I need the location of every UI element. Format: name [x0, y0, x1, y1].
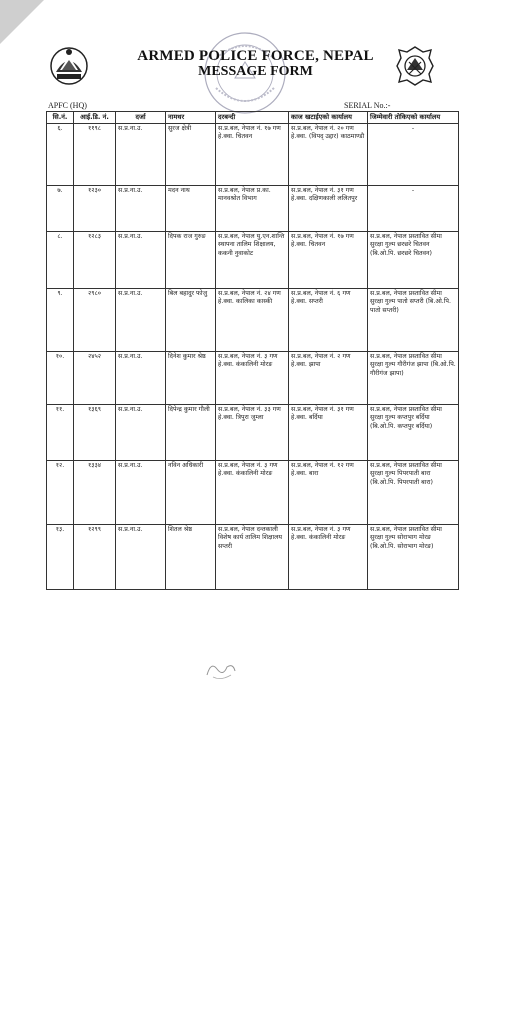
cell-assigned-office: स.प्र.बल, नेपाल प्रस्तावित सीमा सुरक्षा गुल्म छरछरे चितवन (बि.ओ.पि. छरछरे चितवन)	[368, 231, 459, 288]
cell-posting: स.प्र.बल, नेपाल प्र.का. मानवश्रोत विभाग	[216, 185, 289, 231]
cell-rank: स.प्र.ना.उ.	[116, 404, 166, 460]
table-row	[47, 185, 459, 231]
cell-id: १३६९	[74, 404, 116, 460]
cell-deputed-office: स.प्र.बल, नेपाल नं. ६ गण हे.क्वा. सप्तरी	[289, 288, 368, 351]
col-header-posting: दरबन्दी	[216, 112, 289, 124]
cell-posting: स.प्र.बल, नेपाल नं. ३ गण हे.क्वा. कंकालिनी मोरङ	[216, 460, 289, 524]
cell-sn: ६.	[47, 123, 74, 185]
cell-assigned-office: स.प्र.बल, नेपाल प्रस्तावित सीमा सुरक्षा गुल्म गौरीगंज झापा (बि.ओ.पि. गौरीगंज झापा)	[368, 351, 459, 404]
office-label: APFC (HQ)	[48, 101, 87, 110]
table-header-row	[47, 112, 459, 124]
cell-sn: ८.	[47, 231, 74, 288]
cell-rank: स.प्र.ना.उ.	[116, 288, 166, 351]
cell-deputed-office: स.प्र.बल, नेपाल नं. १२ गण हे.क्वा. बारा	[289, 460, 368, 524]
cell-deputed-office: स.प्र.बल, नेपाल नं. ३१ गण हे.क्वा. बर्दिया	[289, 404, 368, 460]
cell-assigned-office: स.प्र.बल, नेपाल प्रस्तावित सीमा सुरक्षा गुल्म सोराभाग मोरङ (बि.ओ.पि. सोराभाग मोरङ)	[368, 524, 459, 589]
cell-deputed-office: स.प्र.बल, नेपाल नं. ३ गण हे.क्वा. कंकालिनी मोरङ	[289, 524, 368, 589]
signature-icon	[203, 657, 239, 683]
cell-id: ११९८	[74, 123, 116, 185]
cell-assigned-office: स.प्र.बल, नेपाल प्रस्तावित सीमा सुरक्षा गुल्म पातो सप्तरी (बि.ओ.पि. पातो सप्तरी)	[368, 288, 459, 351]
cell-name: मदन नाथ	[166, 185, 216, 231]
cell-posting: स.प्र.बल, नेपाल यु.एन.शान्ति स्थापना तालिम शिक्षालय, ककनी नुवाकोट	[216, 231, 289, 288]
cell-name: दिपक राज गुरुङ	[166, 231, 216, 288]
col-header-name: नामथर	[166, 112, 216, 124]
cell-sn: १०.	[47, 351, 74, 404]
cell-sn: १२.	[47, 460, 74, 524]
cell-posting: स.प्र.बल, नेपाल दन्तकाली विशेष कार्य तालिम शिक्षालय सप्तरी	[216, 524, 289, 589]
cell-deputed-office: स.प्र.बल, नेपाल नं. १७ गण हे.क्वा. चितवन	[289, 231, 368, 288]
cell-name: दिपेन्द्र कुमार गौली	[166, 404, 216, 460]
cell-posting: स.प्र.बल, नेपाल नं. १७ गण हे.क्वा. चितवन	[216, 123, 289, 185]
cell-posting: स.प्र.बल, नेपाल नं. ३३ गण हे.क्वा. त्रिपुरा जुम्ला	[216, 404, 289, 460]
cell-deputed-office: स.प्र.बल, नेपाल नं. २० गण हे.क्वा. (विपद् उद्दार) काठमाण्डौ	[289, 123, 368, 185]
form-subtitle: MESSAGE FORM	[198, 64, 313, 79]
col-header-sn: सि.नं.	[47, 112, 74, 124]
cell-id: १३३४	[74, 460, 116, 524]
cell-name: दिनेश कुमार श्रेष्ठ	[166, 351, 216, 404]
col-header-deputed-office: काज खटाईएको कार्यालय	[289, 112, 368, 124]
table-row	[47, 460, 459, 524]
cell-id: २९८०	[74, 288, 116, 351]
cell-assigned-office: स.प्र.बल, नेपाल प्रस्तावित सीमा सुरक्षा गुल्म कप्तपुर बर्दिया (बि.ओ.पि. कप्तपुर बर्दिया)	[368, 404, 459, 460]
cell-posting: स.प्र.बल, नेपाल नं. २४ गण हे.क्वा. कालिका कास्की	[216, 288, 289, 351]
cell-rank: स.प्र.ना.उ.	[116, 351, 166, 404]
cell-rank: स.प्र.ना.उ.	[116, 460, 166, 524]
deputation-table	[46, 111, 459, 590]
cell-assigned-office: -	[368, 185, 459, 231]
cell-sn: ११.	[47, 404, 74, 460]
col-header-rank: दर्जा	[116, 112, 166, 124]
cell-deputed-office: स.प्र.बल, नेपाल नं. ३१ गण हे.क्वा. दक्षिणकाली ललितपुर	[289, 185, 368, 231]
table-row	[47, 524, 459, 589]
cell-sn: ७.	[47, 185, 74, 231]
cell-name: सुरज क्षेत्री	[166, 123, 216, 185]
table-row	[47, 288, 459, 351]
cell-rank: स.प्र.ना.उ.	[116, 185, 166, 231]
cell-assigned-office: स.प्र.बल, नेपाल प्रस्तावित सीमा सुरक्षा गुल्म पिपरपाती बारा (बि.ओ.पि. पिपरपाती बारा)	[368, 460, 459, 524]
cell-name: बिल बहादुर फोजु	[166, 288, 216, 351]
cell-deputed-office: स.प्र.बल, नेपाल नं. २ गण हे.क्वा. झापा	[289, 351, 368, 404]
cell-rank: स.प्र.ना.उ.	[116, 231, 166, 288]
table-row	[47, 351, 459, 404]
serial-label: SERIAL No.:-	[344, 101, 391, 110]
cell-name: शितल श्रेष्ठ	[166, 524, 216, 589]
cell-rank: स.प्र.ना.उ.	[116, 123, 166, 185]
table-row	[47, 231, 459, 288]
cell-rank: स.प्र.ना.उ.	[116, 524, 166, 589]
cell-sn: ९.	[47, 288, 74, 351]
table-row	[47, 123, 459, 185]
cell-id: १२९९	[74, 524, 116, 589]
cell-id: २४५२	[74, 351, 116, 404]
col-header-assigned-office: जिम्मेवारी तोकिएको कार्यालय	[368, 112, 459, 124]
col-header-id: आई.डि. नं.	[74, 112, 116, 124]
cell-id: १२८३	[74, 231, 116, 288]
form-title: ARMED POLICE FORCE, NEPAL	[137, 48, 374, 64]
table-row	[47, 404, 459, 460]
cell-sn: १३.	[47, 524, 74, 589]
cell-assigned-office: -	[368, 123, 459, 185]
cell-name: नविन अधिकारी	[166, 460, 216, 524]
cell-id: १२३०	[74, 185, 116, 231]
cell-posting: स.प्र.बल, नेपाल नं. ३ गण हे.क्वा. कंकालिनी मोरङ	[216, 351, 289, 404]
folded-corner	[0, 0, 44, 44]
